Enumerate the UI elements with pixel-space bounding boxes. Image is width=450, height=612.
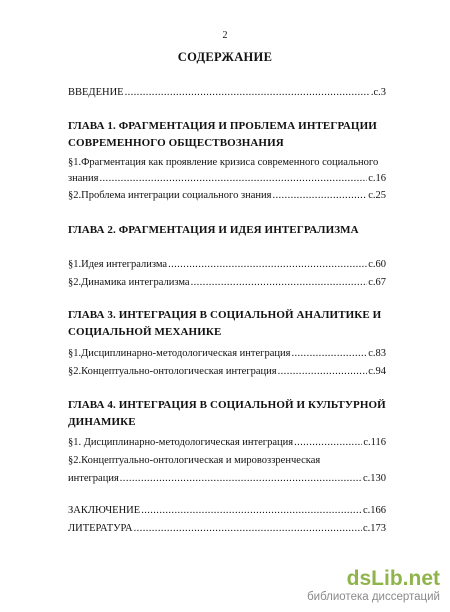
toc-entry-page: с.94 bbox=[368, 366, 386, 377]
chapter-title-line: ДИНАМИКЕ bbox=[68, 416, 136, 428]
toc-entry-label: §2.Концептуально-онтологическая интеграция bbox=[68, 366, 277, 377]
toc-entry-conclusion[interactable] bbox=[68, 504, 386, 517]
toc-entry-page: с.166 bbox=[362, 505, 386, 516]
toc-entry-page: с.83 bbox=[368, 348, 386, 359]
toc-entry-label: ЛИТЕРАТУРА bbox=[68, 523, 133, 534]
toc-entry-ch1-s1-line1[interactable] bbox=[68, 156, 386, 169]
toc-entry-page: с.173 bbox=[362, 523, 386, 534]
toc-entry-ch4-s2[interactable] bbox=[68, 472, 386, 485]
leader-dots bbox=[100, 172, 368, 185]
toc-entry-label: §2.Концептуально-онтологическая и мировоззренческая bbox=[68, 455, 321, 466]
chapter-title-line: ГЛАВА 1. ФРАГМЕНТАЦИЯ И ПРОБЛЕМА ИНТЕГРАЦИИ bbox=[68, 120, 377, 132]
toc-title: СОДЕРЖАНИЕ bbox=[177, 50, 273, 64]
chapter-title-line: СОВРЕМЕННОГО ОБЩЕСТВОЗНАНИЯ bbox=[68, 137, 284, 149]
toc-entry-label: §1.Фрагментация как проявление кризиса современного социального bbox=[68, 157, 379, 168]
leader-dots bbox=[272, 189, 367, 202]
toc-entry-page: с.25 bbox=[368, 190, 386, 201]
leader-dots bbox=[120, 472, 362, 485]
toc-entry-ch4-s2-line1[interactable] bbox=[68, 454, 386, 467]
toc-entry-ch1-s1[interactable] bbox=[68, 172, 386, 185]
watermark-logo-main: dsLib bbox=[346, 567, 403, 590]
watermark-logo bbox=[307, 568, 440, 590]
toc-entry-ch2-s1[interactable] bbox=[68, 258, 386, 271]
toc-entry-label: ЗАКЛЮЧЕНИЕ bbox=[68, 505, 141, 516]
chapter-1-title[interactable] bbox=[68, 118, 386, 152]
leader-dots bbox=[168, 258, 367, 271]
watermark-logo-tld: .net bbox=[402, 567, 440, 590]
leader-dots bbox=[291, 347, 367, 360]
leader-dots bbox=[141, 504, 362, 517]
toc-entry-page: с.67 bbox=[368, 277, 386, 288]
chapter-title-line: ГЛАВА 2. ФРАГМЕНТАЦИЯ И ИДЕЯ ИНТЕГРАЛИЗМА bbox=[68, 224, 359, 236]
toc-entry-ch3-s1[interactable] bbox=[68, 347, 386, 360]
chapter-3-title[interactable] bbox=[68, 307, 386, 341]
toc-entry-label: §1. Дисциплинарно-методологическая интеграция bbox=[68, 437, 294, 448]
chapter-title-line: ГЛАВА 3. ИНТЕГРАЦИЯ В СОЦИАЛЬНОЙ АНАЛИТИКЕ И bbox=[68, 309, 382, 321]
toc-entry-ch4-s1[interactable] bbox=[68, 436, 386, 449]
toc-entry-page: .с.3 bbox=[370, 87, 386, 98]
toc-entry-page: с.60 bbox=[368, 259, 386, 270]
toc-entry-ch2-s2[interactable] bbox=[68, 276, 386, 289]
watermark-subtitle: библиотека диссертаций bbox=[307, 591, 440, 603]
toc-entry-label: §2.Проблема интеграции социального знания bbox=[68, 190, 272, 201]
toc-entry-label: §2.Динамика интегрализма bbox=[68, 277, 190, 288]
toc-entry-ch1-s2[interactable] bbox=[68, 189, 386, 202]
chapter-2-title[interactable] bbox=[68, 222, 386, 239]
chapter-4-title[interactable] bbox=[68, 397, 386, 431]
page-number: 2 bbox=[222, 30, 228, 41]
toc-entry-label: §1.Идея интегрализма bbox=[68, 259, 168, 270]
toc-entry-label: интеграция bbox=[68, 473, 119, 484]
toc-entry-label: ВВЕДЕНИЕ bbox=[68, 87, 124, 98]
leader-dots bbox=[191, 276, 368, 289]
toc-entry-literature[interactable] bbox=[68, 522, 386, 535]
leader-dots bbox=[278, 365, 368, 378]
chapter-title-line: СОЦИАЛЬНОЙ МЕХАНИКЕ bbox=[68, 326, 222, 338]
toc-entry-page: с.130 bbox=[362, 473, 386, 484]
toc-entry-page: с.16 bbox=[368, 173, 386, 184]
chapter-title-line: ГЛАВА 4. ИНТЕГРАЦИЯ В СОЦИАЛЬНОЙ И КУЛЬТУРНОЙ bbox=[68, 399, 386, 411]
toc-entry-label: знания bbox=[68, 173, 99, 184]
toc-entry-ch3-s2[interactable] bbox=[68, 365, 386, 378]
leader-dots bbox=[125, 86, 370, 99]
watermark bbox=[307, 568, 440, 604]
leader-dots bbox=[294, 436, 362, 449]
leader-dots bbox=[134, 522, 362, 535]
toc-entry-label: §1.Дисциплинарно-методологическая интеграция bbox=[68, 348, 291, 359]
toc-entry-page: с.116 bbox=[363, 437, 386, 448]
toc-entry-intro[interactable] bbox=[68, 86, 386, 99]
